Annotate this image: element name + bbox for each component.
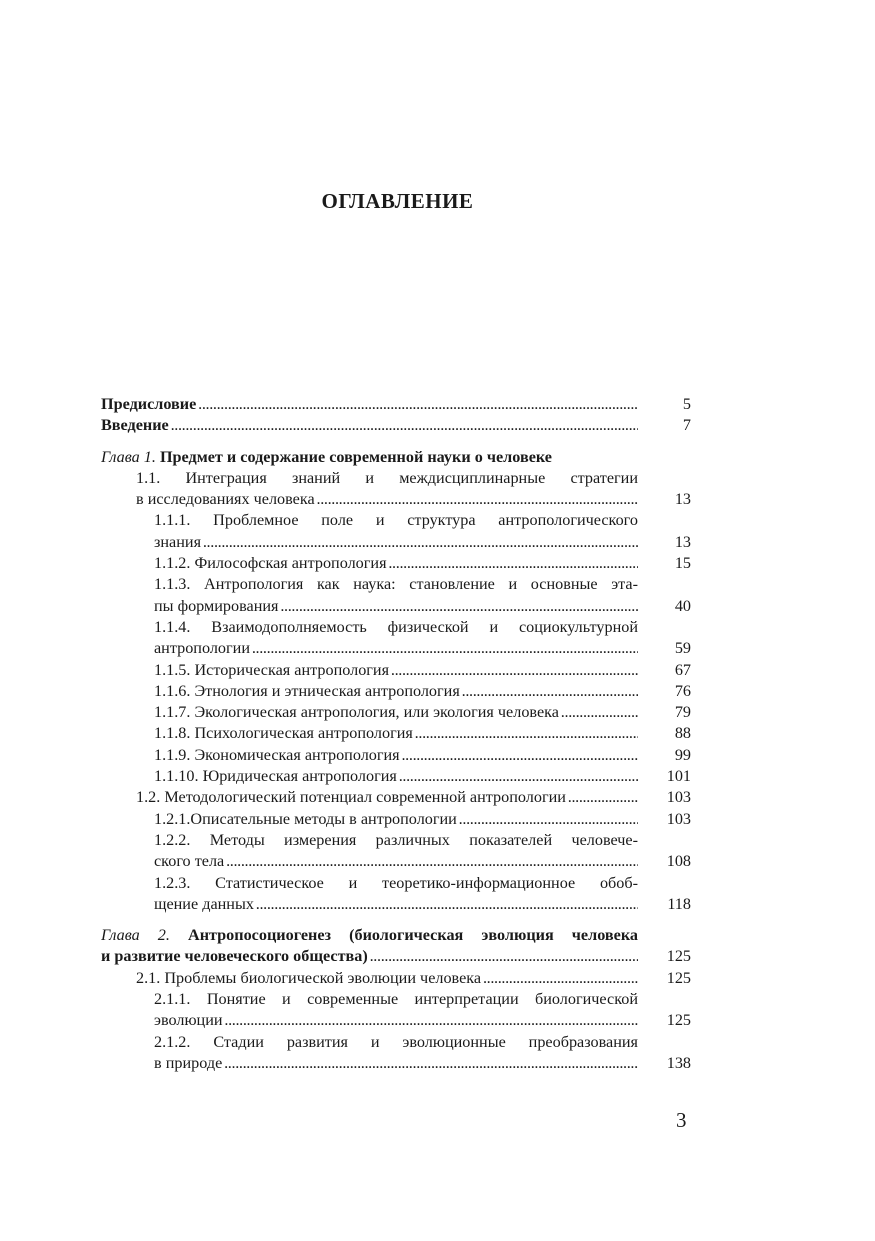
toc-entry-label: 1.1.2. Философская антропология bbox=[154, 554, 387, 573]
toc-entry-label: 1.1.5. Историческая антропология bbox=[154, 660, 390, 679]
toc-page-number: 103 bbox=[666, 788, 691, 807]
toc-entry-2-1[interactable] bbox=[101, 968, 691, 989]
toc-entry-2-1-2-cont[interactable] bbox=[101, 1053, 691, 1074]
toc-entry-label: 1.1.8. Психологическая антропология bbox=[154, 724, 413, 743]
toc-page-number: 125 bbox=[666, 1011, 691, 1030]
toc-entry-1-2-3[interactable] bbox=[101, 873, 691, 894]
toc-entry-label: 1.2.3. Статистическое и теоретико-информационное обоб- bbox=[154, 873, 638, 892]
toc-entry-1-2-3-cont[interactable] bbox=[101, 894, 691, 915]
toc-entry-label: пы формирования bbox=[154, 596, 279, 615]
toc-entry-1-1-3-cont[interactable] bbox=[101, 596, 691, 617]
toc-entry-label: Введение bbox=[101, 416, 169, 435]
toc-page-number: 118 bbox=[667, 894, 691, 913]
toc-entry-1-1-3[interactable] bbox=[101, 574, 691, 595]
toc-entry-1-2[interactable] bbox=[101, 787, 691, 808]
toc-entry-label: 1.1.3. Антропология как наука: становление и основные эта- bbox=[154, 575, 638, 594]
toc-entry-1-1-8[interactable] bbox=[101, 723, 691, 744]
toc-entry-label: 1.1.4. Взаимодополняемость физической и социокультурной bbox=[154, 617, 638, 636]
toc-entry-label: эволюции bbox=[154, 1011, 223, 1030]
chapter-prefix: Глава 1. bbox=[101, 447, 156, 466]
toc-entry-1-1-1-cont[interactable] bbox=[101, 532, 691, 553]
toc-entry-1-1-10[interactable] bbox=[101, 766, 691, 787]
toc-entry-label: в исследованиях человека bbox=[136, 490, 315, 509]
toc-entry-1-1-4[interactable] bbox=[101, 617, 691, 638]
toc-entry-2-1-1[interactable] bbox=[101, 989, 691, 1010]
toc-page-number: 101 bbox=[666, 767, 691, 786]
toc-entry-1-1-cont[interactable] bbox=[101, 489, 691, 510]
toc-entry-label: 1.1. Интеграция знаний и междисциплинарные стратегии bbox=[136, 468, 638, 487]
toc-entry-label: 1.2. Методологический потенциал современной антропологии bbox=[136, 788, 566, 807]
toc-page-number: 67 bbox=[674, 660, 691, 679]
table-of-contents bbox=[101, 394, 691, 1074]
toc-page-number: 15 bbox=[674, 554, 691, 573]
toc-entry-label: 1.1.1. Проблемное поле и структура антропологического bbox=[154, 511, 638, 530]
toc-page-number: 5 bbox=[682, 395, 691, 413]
toc-page-number: 138 bbox=[666, 1053, 691, 1072]
toc-page-number: 88 bbox=[674, 724, 691, 743]
toc-entry-label: 1.1.6. Этнология и этническая антропология bbox=[154, 681, 460, 700]
chapter-title: Предмет и содержание современной науки о человеке bbox=[159, 447, 552, 466]
toc-entry-1-1-6[interactable] bbox=[101, 681, 691, 702]
toc-entry-1-2-2-cont[interactable] bbox=[101, 851, 691, 872]
toc-entry-foreword[interactable] bbox=[101, 394, 691, 415]
toc-chapter-2-heading-cont[interactable] bbox=[101, 946, 691, 967]
toc-entry-introduction[interactable] bbox=[101, 415, 691, 436]
toc-page-number: 76 bbox=[674, 681, 691, 700]
toc-entry-label: ского тела bbox=[154, 852, 225, 871]
toc-entry-label: 1.2.2. Методы измерения различных показателей человече- bbox=[154, 830, 638, 849]
toc-page-number: 108 bbox=[666, 852, 691, 871]
toc-entry-label: щение данных bbox=[154, 894, 254, 913]
toc-entry-label: знания bbox=[154, 532, 202, 551]
toc-page-number: 7 bbox=[682, 416, 691, 435]
toc-page-number: 59 bbox=[674, 639, 691, 658]
toc-entry-2-1-1-cont[interactable] bbox=[101, 1010, 691, 1031]
toc-entry-1-2-1[interactable] bbox=[101, 809, 691, 830]
toc-page-number: 103 bbox=[666, 809, 691, 828]
toc-entry-label: Предисловие bbox=[101, 395, 197, 413]
toc-entry-label: 1.1.7. Экологическая антропология, или экология человека bbox=[154, 703, 559, 722]
toc-chapter-2-heading[interactable] bbox=[101, 925, 691, 946]
toc-entry-1-1-1[interactable] bbox=[101, 510, 691, 531]
toc-entry-1-1[interactable] bbox=[101, 468, 691, 489]
toc-page-number: 13 bbox=[674, 490, 691, 509]
chapter-title: Антропосоциогенез (биологическая эволюция человека bbox=[188, 926, 638, 945]
page-title: ОГЛАВЛЕНИЕ bbox=[321, 189, 474, 213]
toc-entry-2-1-2[interactable] bbox=[101, 1032, 691, 1053]
toc-entry-label: 1.1.10. Юридическая антропология bbox=[154, 767, 397, 786]
chapter-title: и развитие человеческого общества) bbox=[101, 947, 368, 966]
toc-page-number: 40 bbox=[674, 596, 691, 615]
toc-page-number: 79 bbox=[674, 703, 691, 722]
toc-entry-label: антропологии bbox=[154, 639, 250, 658]
toc-entry-1-1-4-cont[interactable] bbox=[101, 638, 691, 659]
toc-entry-label: 1.2.1.Описательные методы в антропологии bbox=[154, 809, 457, 828]
toc-entry-1-2-2[interactable] bbox=[101, 830, 691, 851]
toc-entry-1-1-5[interactable] bbox=[101, 660, 691, 681]
toc-page-number: 13 bbox=[674, 532, 691, 551]
page-number: 3 bbox=[676, 1108, 687, 1132]
toc-entry-label: 1.1.9. Экономическая антропология bbox=[154, 745, 400, 764]
toc-page-number: 125 bbox=[666, 968, 691, 987]
toc-entry-1-1-7[interactable] bbox=[101, 702, 691, 723]
toc-entry-label: 2.1.2. Стадии развития и эволюционные преобразования bbox=[154, 1032, 638, 1051]
toc-page-number: 99 bbox=[674, 745, 691, 764]
toc-page-number: 125 bbox=[666, 947, 691, 966]
toc-entry-label: 2.1.1. Понятие и современные интерпретации биологической bbox=[154, 990, 638, 1009]
toc-entry-1-1-9[interactable] bbox=[101, 745, 691, 766]
toc-entry-1-1-2[interactable] bbox=[101, 553, 691, 574]
chapter-prefix: Глава 2. bbox=[101, 926, 170, 945]
toc-entry-label: 2.1. Проблемы биологической эволюции человека bbox=[136, 968, 482, 987]
toc-chapter-1-heading[interactable] bbox=[101, 447, 691, 468]
toc-entry-label: в природе bbox=[154, 1053, 223, 1072]
